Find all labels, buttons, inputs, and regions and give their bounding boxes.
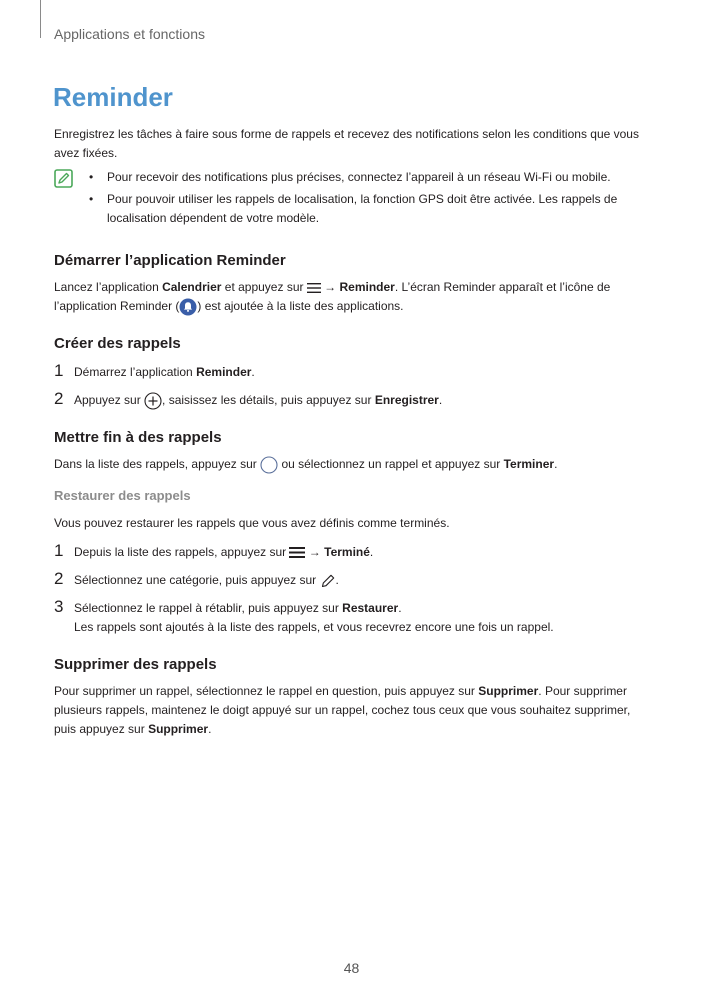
steps-list — [54, 361, 649, 410]
section-finish — [54, 428, 649, 637]
pencil-icon — [320, 573, 336, 589]
intro-paragraph: Enregistrez les tâches à faire sous forme de rappels et recevez des notifications selon les conditions que vous avez fixées. — [54, 127, 639, 160]
note-list — [87, 168, 649, 231]
section-start — [54, 251, 649, 316]
running-header: Applications et fonctions — [54, 26, 205, 42]
step-item: 2 Sélectionnez une catégorie, puis appuyez sur . — [54, 569, 339, 588]
step-item: 3 Sélectionnez le rappel à rétablir, puis appuyez sur Restaurer. Les rappels sont ajoutés à la liste des rappels, et vous recevrez encore une fois un rappel. — [54, 597, 554, 634]
content — [54, 125, 649, 757]
menu-icon — [307, 282, 321, 294]
section-paragraph: Lancez l’application Calendrier et appuyez sur → Reminder. L’écran Reminder apparaît et l’icône de l’application Reminder ( ) est ajoutée à la liste des applications. — [54, 278, 649, 316]
steps-list — [54, 541, 649, 637]
step-item: 1 Depuis la liste des rappels, appuyez sur → Terminé. — [54, 541, 374, 560]
empty-circle-icon — [260, 456, 278, 474]
step-number: 1 — [54, 361, 64, 380]
section-paragraph: Pour supprimer un rappel, sélectionnez le rappel en question, puis appuyez sur Supprimer. Pour supprimer plusieurs rappels, maintenez le doigt appuyé sur un rappel, cochez tous ceux que vous souhaitez supprimer, puis appuyez sur Supprimer. — [54, 684, 631, 736]
step-number: 1 — [54, 541, 64, 560]
margin-rule — [40, 0, 41, 38]
subsection-heading: Restaurer des rappels — [54, 488, 191, 503]
section-create — [54, 334, 649, 410]
menu-icon — [289, 546, 305, 559]
note-pencil-icon — [54, 169, 73, 188]
section-heading: Supprimer des rappels — [54, 656, 217, 673]
note-box — [54, 168, 649, 231]
section-paragraph: Vous pouvez restaurer les rappels que vous avez définis comme terminés. — [54, 516, 450, 530]
step-item: 1 Démarrez l’application Reminder. — [54, 361, 255, 380]
section-heading: Mettre fin à des rappels — [54, 429, 222, 446]
step-item: 2 Appuyez sur , saisissez les détails, puis appuyez sur Enregistrer. — [54, 389, 443, 408]
section-heading: Créer des rappels — [54, 335, 181, 352]
note-text: Pour pouvoir utiliser les rappels de localisation, la fonction GPS doit être activée. Les rappels de localisation dépendent de votre modèle. — [107, 192, 618, 225]
section-delete — [54, 655, 649, 739]
step-number: 3 — [54, 597, 64, 616]
note-item: • Pour pouvoir utiliser les rappels de localisation, la fonction GPS doit être activée. Les rappels de localisation dépendent de votre modèle. — [89, 192, 618, 225]
add-circle-icon — [144, 392, 162, 410]
step-number: 2 — [54, 389, 64, 408]
section-paragraph: Dans la liste des rappels, appuyez sur ou sélectionnez un rappel et appuyez sur Terminer. — [54, 455, 649, 474]
step-number: 2 — [54, 569, 64, 588]
section-heading: Démarrer l’application Reminder — [54, 252, 286, 269]
page-title: Reminder — [53, 82, 173, 112]
reminder-app-icon — [179, 298, 197, 316]
page-number: 48 — [343, 960, 360, 976]
note-item: • Pour recevoir des notifications plus précises, connectez l’appareil à un réseau Wi-Fi ou mobile. — [89, 170, 611, 184]
note-text: Pour recevoir des notifications plus précises, connectez l’appareil à un réseau Wi-Fi ou mobile. — [107, 170, 611, 184]
step-detail: Les rappels sont ajoutés à la liste des rappels, et vous recevrez encore une fois un rappel. — [74, 620, 554, 634]
